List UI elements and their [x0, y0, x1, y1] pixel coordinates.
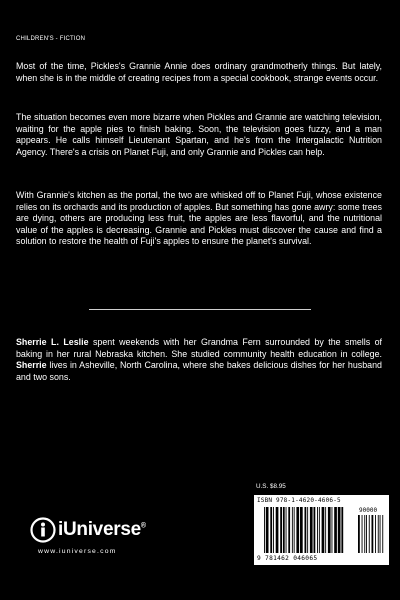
author-first-name: Sherrie [16, 360, 47, 370]
category-label: CHILDREN'S - FICTION [16, 36, 86, 42]
barcode-digits: 9 781462 046065 [257, 555, 318, 562]
blurb-paragraph-1: Most of the time, Pickles's Grannie Annie does ordinary grandmotherly things. But lately, when she is in the middle of creating recipes from a special cookbook, strange events occur. [16, 61, 382, 83]
publisher-url: www.iuniverse.com [38, 548, 117, 555]
publisher-name: iUniverse® [58, 519, 146, 540]
blurb-paragraph-2: The situation becomes even more bizarre when Pickles and Grannie are watching television, waiting for the apple pies to finish baking. Soon, the television goes fuzzy, and a man appears. He calls himself Lieutenant Spartan, and he's from the Intergalactic Nutrition Agency. There's a crisis on Planet Fuji, and only Grannie and Pickles can help. [16, 112, 382, 157]
author-bio-text-2: lives in Asheville, North Carolina, where she bakes delicious dishes for her husband and two sons. [16, 360, 382, 382]
blurb-paragraph-3: With Grannie's kitchen as the portal, the two are whisked off to Planet Fuji, whose existence relies on its orchards and its production of apples. But something has gone awry: some trees are dying, others are producing less fruit, the apples are less flavorful, and the nutritional value of the apples is decreasing. Grannie and Pickles must discover the cause and find a solution to restore the health of Fuji's apples to ensure the planet's survival. [16, 190, 382, 246]
price-code: 90000 [359, 507, 378, 514]
iuniverse-logo-icon [30, 517, 56, 543]
barcode [254, 495, 389, 565]
author-name: Sherrie L. Leslie [16, 337, 89, 347]
section-divider [89, 309, 311, 310]
author-bio-text-1: spent weekends with her Grandma Fern surrounded by the smells of baking in her rural Nebraska kitchen. She studied community health education in college. [16, 337, 382, 359]
isbn-label: ISBN 978-1-4620-4606-5 [257, 497, 341, 504]
author-bio [16, 337, 382, 383]
price-label: U.S. $8.95 [256, 483, 286, 490]
publisher-logo [30, 517, 160, 557]
